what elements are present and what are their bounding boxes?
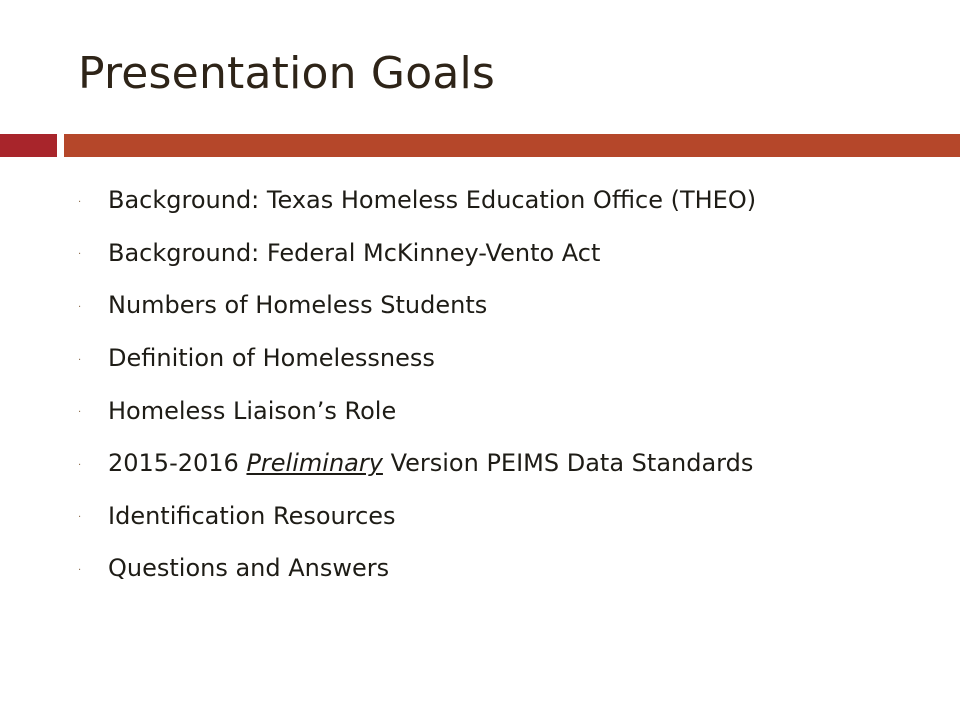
title-accent-bar-left bbox=[0, 134, 57, 157]
bullet-text: Background: Texas Homeless Education Office (THEO) bbox=[108, 186, 757, 215]
bullet-dot-icon: · bbox=[78, 249, 82, 261]
bullet-dot-icon: · bbox=[78, 459, 82, 471]
bullet-text bbox=[108, 449, 753, 477]
bullet-text-suffix: Version PEIMS Data Standards bbox=[382, 449, 754, 478]
bullet-text: Questions and Answers bbox=[108, 554, 390, 583]
bullet-item bbox=[78, 279, 938, 332]
bullet-item bbox=[78, 384, 938, 437]
bullet-item bbox=[78, 490, 938, 543]
bullet-dot-icon: · bbox=[78, 564, 82, 576]
slide-title: Presentation Goals bbox=[78, 48, 496, 99]
bullet-item bbox=[78, 332, 938, 385]
bullet-text-prefix: 2015-2016 bbox=[108, 449, 247, 478]
bullet-text: Homeless Liaison’s Role bbox=[108, 396, 397, 425]
bullet-dot-icon: · bbox=[78, 196, 82, 208]
bullet-text: Identification Resources bbox=[108, 501, 396, 530]
bullet-dot-icon: · bbox=[78, 301, 82, 313]
bullet-dot-icon: · bbox=[78, 407, 82, 419]
bullet-text: Definition of Homelessness bbox=[108, 344, 435, 373]
bullet-text-emphasis: Preliminary bbox=[246, 449, 383, 478]
bullet-item bbox=[78, 174, 938, 227]
bullet-dot-icon: · bbox=[78, 512, 82, 524]
bullet-list bbox=[78, 174, 938, 595]
bullet-text: Background: Federal McKinney-Vento Act bbox=[108, 238, 601, 267]
title-accent-bar-right bbox=[64, 134, 960, 157]
bullet-text: Numbers of Homeless Students bbox=[108, 291, 488, 320]
bullet-item bbox=[78, 437, 938, 490]
bullet-dot-icon: · bbox=[78, 354, 82, 366]
bullet-item bbox=[78, 227, 938, 280]
bullet-item bbox=[78, 542, 938, 595]
